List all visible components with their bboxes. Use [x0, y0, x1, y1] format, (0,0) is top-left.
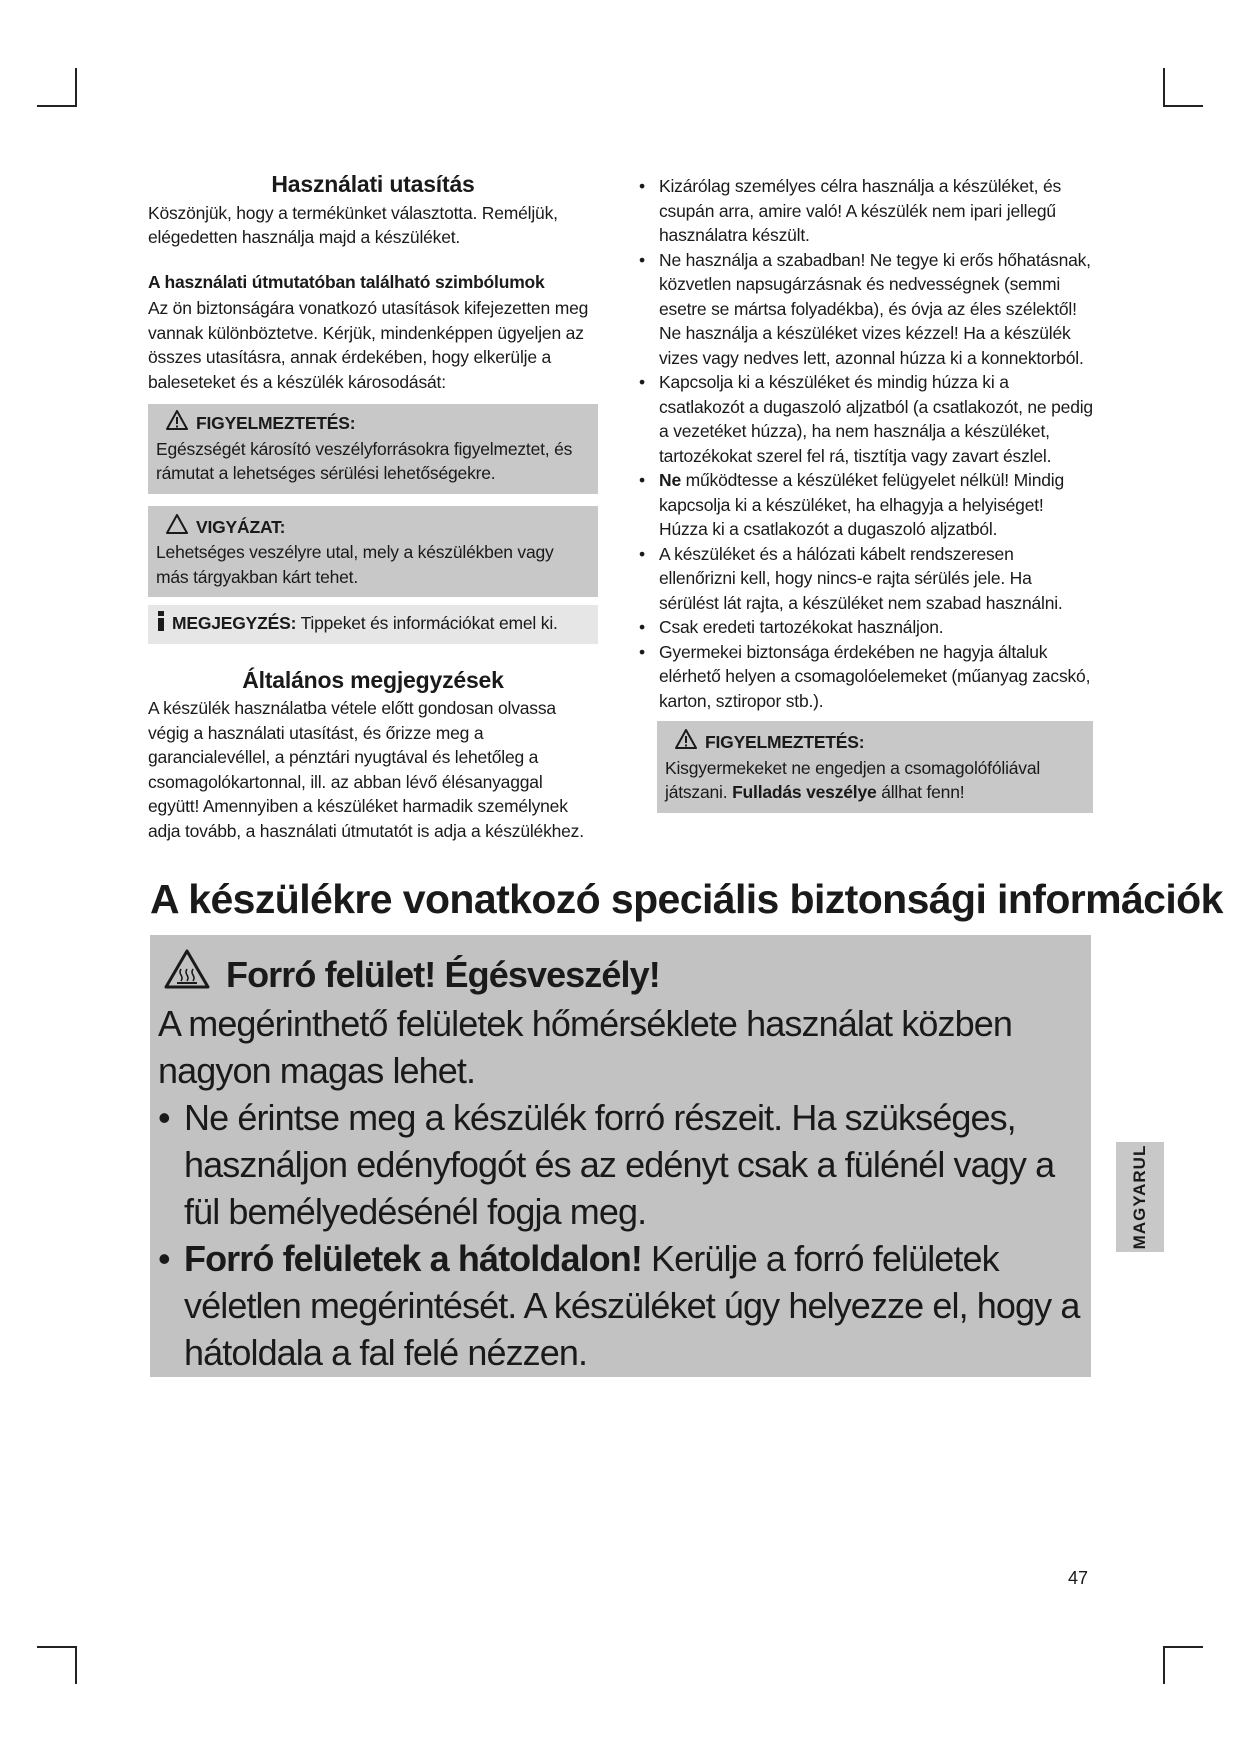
hot-surface-heading: Forró felület! Égésveszély! [226, 954, 660, 995]
warning-text: Egészségét károsító veszélyforrásokra figyelmeztet, és rámutat a lehetséges sérülési lehetőségekre. [156, 438, 573, 483]
crop-mark-top-right-v [1163, 68, 1165, 106]
general-title: Általános megjegyzések [242, 666, 504, 693]
list-item: • Forró felületek a hátoldalon! Kerülje a forró felületek véletlen megérintését. A készüléket úgy helyezze el, hogy a hátoldala a fal felé nézzen. [158, 1235, 1083, 1376]
special-safety-title: A készülékre vonatkozó speciális biztonsági információk [150, 876, 1223, 922]
note-label: MEGJEGYZÉS: [172, 613, 297, 633]
info-icon [156, 611, 166, 638]
page-number: 47 [1068, 1568, 1089, 1588]
symbols-title: A használati útmutatóban található szimbólumok [148, 271, 545, 292]
hot-surface-icon [164, 949, 210, 1000]
intro-text: Köszönjük, hogy a termékünket választotta. Reméljük, elégedetten használja majd a készüléket. [148, 202, 558, 247]
warning-header [166, 410, 590, 437]
general-text: A készülék használatba vétele előtt gondosan olvassa végig a használati utasítást, és őrizze meg a garancialevéllel, a pénztári nyugtával és lehetőleg a csomagolókartonnal, ill. az abban lévő élésanyaggal együtt! Amennyiben a készüléket harmadik személynek adja tovább, a használati útmutatót is adja a készülékhez. [148, 698, 584, 841]
hot-surface-bullets [158, 1094, 1083, 1376]
note-box [148, 605, 598, 644]
crop-mark-bottom-left-v [75, 1646, 77, 1684]
list-item: • Kapcsolja ki a készüléket és mindig húzza ki a csatlakozót a dugaszoló aljzatból (a csatlakozót, ne pedig a vezetéket húzza), ha nem használja a készüléket, tartozékokat szerel fel rá, tisztítja vagy zavart észlel. [635, 370, 1093, 468]
packaging-warning-box [657, 721, 1093, 813]
list-item: • Gyermekei biztonsága érdekében ne hagyja általuk elérhető helyen a csomagolóelemeket (műanyag zacskó, karton, sztiropor stb.). [635, 640, 1093, 714]
language-side-tab [1116, 1142, 1164, 1252]
list-item: • Csak eredeti tartozékokat használjon. [635, 615, 1093, 640]
list-item: • A készüléket és a hálózati kábelt rendszeresen ellenőrizni kell, hogy nincs-e rajta sérülés jele. Ha sérülést lát rajta, a készüléket nem szabad használni. [635, 542, 1093, 616]
caution-header [166, 514, 590, 541]
crop-mark-bottom-right-v [1163, 1646, 1165, 1684]
list-item: • Kizárólag személyes célra használja a készüléket, és csupán arra, amire való! A készülék nem ipari jellegű használatra készült. [635, 174, 1093, 248]
caution-box [148, 506, 598, 598]
right-column [635, 174, 1093, 813]
warning-box [148, 404, 598, 494]
instructions-title: Használati utasítás [271, 171, 475, 197]
note-text: Tippeket és információkat emel ki. [296, 613, 558, 633]
left-column [148, 172, 598, 843]
language-side-tab-label: MAGYARUL [1130, 1144, 1149, 1250]
packaging-warning-label: FIGYELMEZTETÉS: [705, 732, 865, 752]
crop-mark-top-left-h [37, 105, 77, 107]
caution-text: Lehetséges veszélyre utal, mely a készülékben vagy más tárgyakban kárt tehet. [156, 542, 554, 587]
list-item: • Ne használja a szabadban! Ne tegye ki erős hőhatásnak, közvetlen napsugárzásnak és nedvességnek (semmi esetre se mártsa folyadékba), és óvja az éles szélektől! Ne használja a készüléket vizes kézzel! Ha a készülék vizes vagy nedves lett, azonnal húzza ki a konnektorból. [635, 248, 1093, 371]
hot-surface-header [164, 949, 1083, 1000]
packaging-warning-text: Kisgyermekeket ne engedjen a csomagolófóliával játszani. Fulladás veszélye állhat fenn! [665, 757, 1041, 802]
symbols-text: Az ön biztonságára vonatkozó utasítások kifejezetten meg vannak különböztetve. Kérjük, mindenképpen ügyeljen az összes utasításra, annak érdekében, hogy elkerülje a baleseteket és a készülék károsodását: [148, 298, 589, 392]
crop-mark-bottom-left-h [37, 1646, 77, 1648]
crop-mark-top-left-v [75, 68, 77, 106]
warning-triangle-icon [675, 729, 697, 756]
warning-label: FIGYELMEZTETÉS: [196, 413, 356, 433]
crop-mark-top-right-h [1163, 105, 1203, 107]
packaging-warning-header [675, 729, 1085, 756]
list-item: • Ne működtesse a készüléket felügyelet nélkül! Mindig kapcsolja ki a készüléket, ha elhagyja a helyiséget! Húzza ki a csatlakozót a dugaszoló aljzatból. [635, 468, 1093, 542]
safety-bullet-list [635, 174, 1093, 713]
caution-label: VIGYÁZAT: [196, 516, 286, 537]
list-item: • Ne érintse meg a készülék forró részeit. Ha szükséges, használjon edényfogót és az edényt csak a fülénél vagy a fül bemélyedésénél fogja meg. [158, 1094, 1083, 1235]
hot-surface-text: A megérinthető felületek hőmérséklete használat közben nagyon magas lehet. [158, 1003, 1012, 1091]
hot-surface-box [150, 935, 1091, 1377]
crop-mark-bottom-right-h [1163, 1646, 1203, 1648]
caution-triangle-icon [166, 514, 188, 541]
warning-triangle-icon [166, 410, 188, 437]
